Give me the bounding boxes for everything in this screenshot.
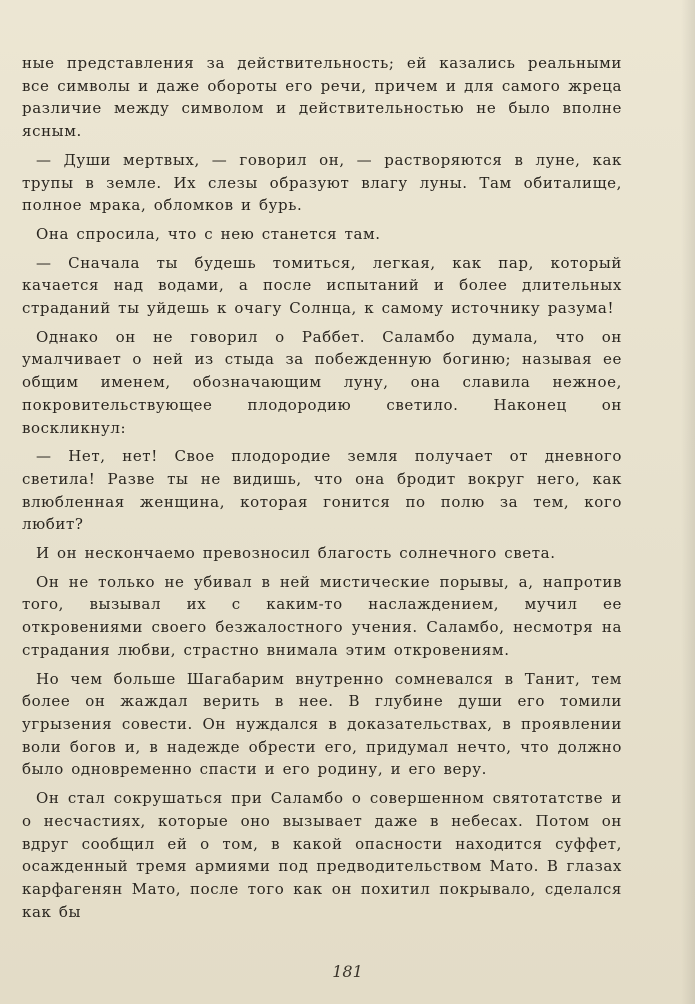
paragraph: Он не только не убивал в ней мистические порывы, а, напротив того, вызывал их с каким-то наслаждением, мучил ее откровениями своего безжалостного учения. Саламбо, несмотря на страдания любви, страстно внимала этим откровениям. xyxy=(22,572,622,659)
paragraph: Однако он не говорил о Раббет. Саламбо думала, что он умалчивает о ней из стыда за побежденную богиню; называя ее общим именем, обозначающим луну, она славила нежное, покровительствующее плодородию светило. Наконец он воскликнул: xyxy=(22,327,622,437)
paragraph: Она спросила, что с нею станется там. xyxy=(36,224,381,243)
paragraph: Он стал сокрушаться при Саламбо о совершенном святотатстве и о несчастиях, которые оно вызывает даже в небесах. Потом он вдруг сообщил ей о том, в какой опасности находится суффет, осажденный тремя армиями под предводительством Мато. В глазах карфагенян Мато, после того как он похитил покрывало, сделался как бы xyxy=(22,789,622,921)
paragraph-dialogue: — Души мертвых, — говорил он, — растворяются в луне, как трупы в земле. Их слезы образуют влагу луны. Там обиталище, полное мрака, обломков и бурь. xyxy=(22,150,622,215)
body-text xyxy=(22,52,622,923)
paragraph-dialogue: — Нет, нет! Свое плодородие земля получает от дневного светила! Разве ты не видишь, что она бродит вокруг него, как влюбленная женщина, которая гонится по полю за тем, кого любит? xyxy=(22,447,622,534)
page-number: 181 xyxy=(332,962,363,981)
paragraph-dialogue: — Сначала ты будешь томиться, легкая, как пар, который качается над водами, а после испытаний и более длительных страданий ты уйдешь к очагу Солнца, к самому источнику разума! xyxy=(22,253,622,318)
paragraph: И он нескончаемо превозносил благость солнечного света. xyxy=(36,544,556,563)
paragraph: Но чем больше Шагабарим внутренно сомневался в Танит, тем более он жаждал верить в нее. В глубине души его томили угрызения совести. Он нуждался в доказательствах, в проявлении воли богов и, в надежде обрести его, придумал нечто, что должно было одновременно спасти и его родину, и его веру. xyxy=(22,669,622,779)
paragraph-continuation: ные представления за действительность; ей казались реальными все символы и даже обороты его речи, причем и для самого жреца различие между символом и действительностью не было вполне ясным. xyxy=(22,54,622,141)
